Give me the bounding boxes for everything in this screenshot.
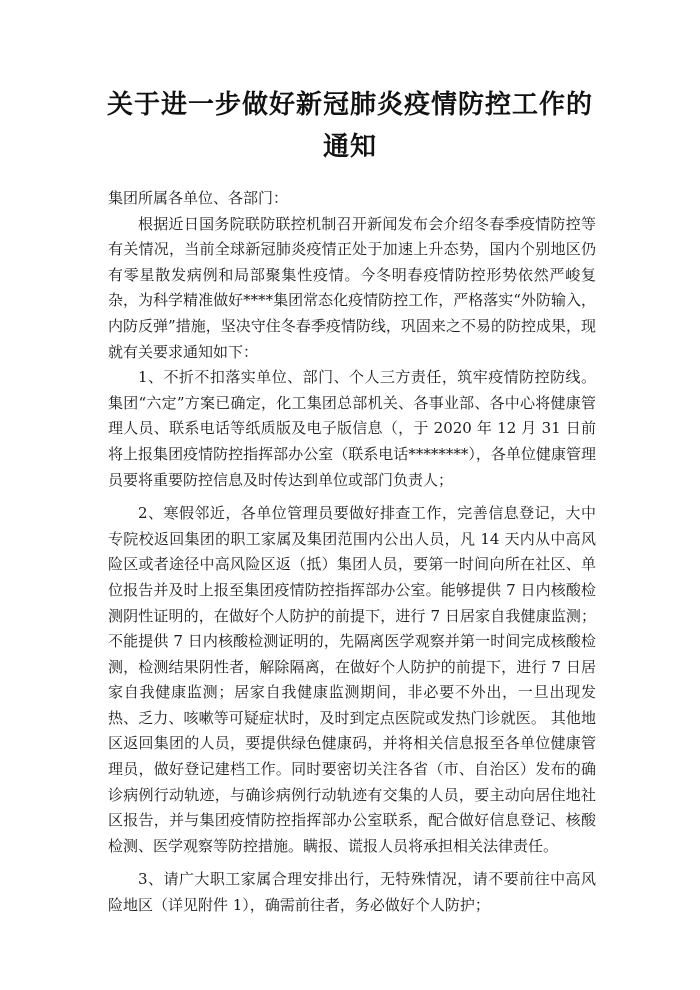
item-2-paragraph: 2、寒假邻近，各单位管理员要做好排查工作，完善信息登记，大中专院校返回集团的职工家属及集团范围内公出人员，凡 14 天内从中高风险区或者途径中高风险区返（抵）集团人员，要第一时间向所在社区、单位报告并及时上报至集团疫情防控指挥部办公室。能够提供 7 日内核酸检测阴性证明的，在做好个人防护的前提下，进行 7 日居家自我健康监测；不能提供 7 日内核酸检测证明的，先隔离医学观察并第一时间完成核酸检测，检测结果阴性者，解除隔离，在做好个人防护的前提下，进行 7 日居家自我健康监测；居家自我健康监测期间，非必要不外出，一旦出现发热、乏力、咳嗽等可疑症状时，及时到定点医院或发热门诊就医。 其他地区返回集团的人员，要提供绿色健康码，并将相关信息报至各单位健康管理员，做好登记建档工作。同时要密切关注各省（市、自治区）发布的确诊病例行动轨迹，与确诊病例行动轨迹有交集的人员，要主动向居住地社区报告，并与集团疫情防控指挥部办公室联系，配合做好信息登记、核酸检测、医学观察等防控措施。瞒报、谎报人员将承担相关法律责任。 (108, 504, 596, 855)
salutation: 集团所属各单位、各部门： (108, 189, 289, 207)
document-body (108, 186, 596, 919)
item-3-paragraph: 3、请广大职工家属合理安排出行，无特殊情况，请不要前往中高风险地区（详见附件 1），确需前往者，务必做好个人防护； (108, 870, 596, 915)
document-title (100, 84, 600, 168)
item-1-paragraph: 1、不折不扣落实单位、部门、个人三方责任，筑牢疫情防控防线。集团“六定”方案已确定，化工集团总部机关、各事业部、各中心将健康管理人员、联系电话等纸质版及电子版信息（，于 2020 年 12 月 31 日前将上报集团疫情防控指挥部办公室（联系电话********），各单位健康管理员要将重要防控信息及时传达到单位或部门负责人； (108, 368, 596, 489)
intro-paragraph: 根据近日国务院联防联控机制召开新闻发布会介绍冬春季疫情防控等有关情况，当前全球新冠肺炎疫情正处于加速上升态势，国内个别地区仍有零星散发病例和局部聚集性疫情。今冬明春疫情防控形势依然严峻复杂，为科学精准做好****集团常态化疫情防控工作，严格落实“外防输入，内防反弹”措施，坚决守住冬春季疫情防线，巩固来之不易的防控成果，现就有关要求通知如下： (108, 214, 596, 361)
title-line-1: 关于进一步做好新冠肺炎疫情防控工作的 (106, 90, 593, 120)
title-line-2: 通知 (322, 132, 377, 162)
